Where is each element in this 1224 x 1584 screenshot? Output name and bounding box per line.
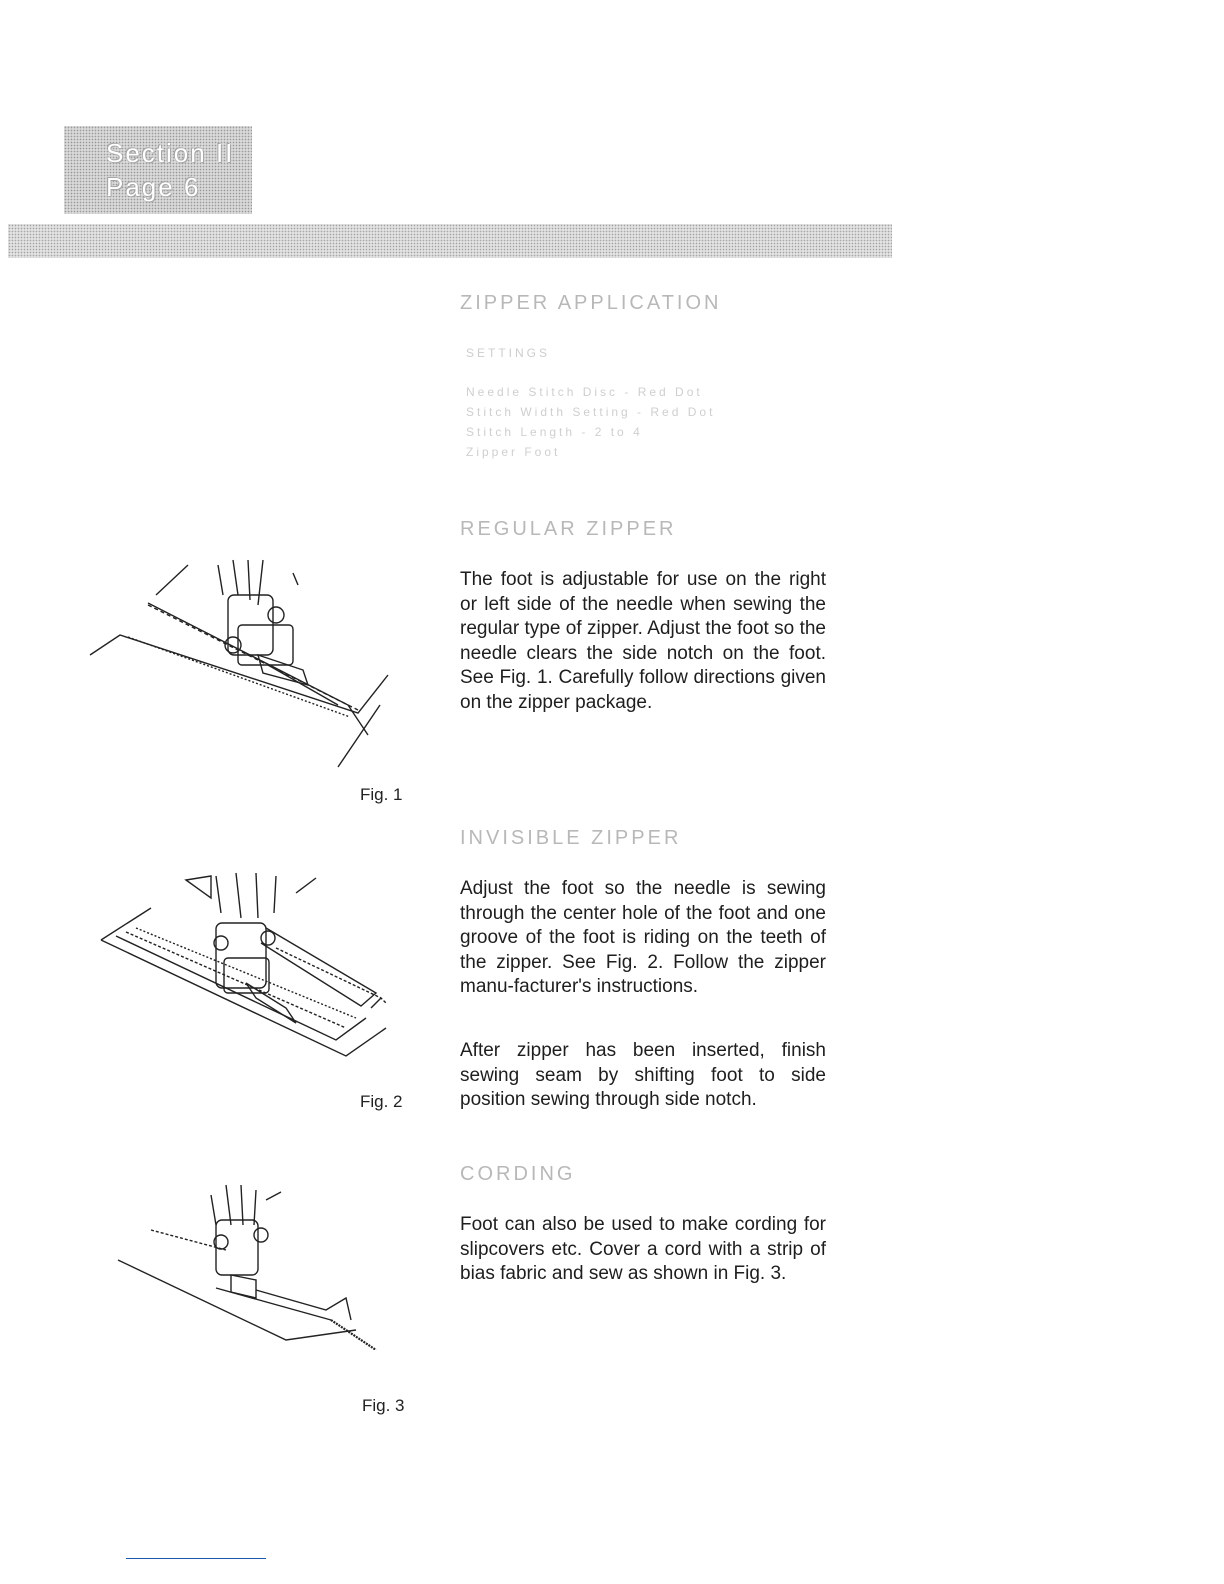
figure-3-illustration — [116, 1180, 386, 1350]
invisible-zipper-text-2: After zipper has been inserted, finish sewing seam by shifting foot to side position sewing through side notch. — [460, 1040, 826, 1110]
page-label: Page 6 — [106, 172, 201, 202]
regular-zipper-heading: REGULAR ZIPPER — [460, 518, 677, 540]
regular-zipper-text: The foot is adjustable for use on the right or left side of the needle when sewing the regular type of zipper. Adjust the foot so the needle clears the side notch on the foot. See Fig. 1. Carefully follow directions given on the zipper package. — [460, 569, 826, 713]
settings-item: Stitch Width Setting - Red Dot — [466, 405, 716, 419]
footer-rule — [126, 1558, 266, 1559]
section-label: Section II — [106, 138, 235, 168]
figure-1-illustration — [88, 555, 408, 780]
figure-2-label: Fig. 2 — [360, 1092, 403, 1111]
page-title: ZIPPER APPLICATION — [460, 292, 722, 314]
cording-text: Foot can also be used to make cording for slipcovers etc. Cover a cord with a strip of bias fabric and sew as shown in Fig. 3. — [460, 1214, 826, 1284]
section-page-tab — [64, 126, 252, 214]
settings-heading: SETTINGS — [466, 346, 551, 360]
settings-item: Stitch Length - 2 to 4 — [466, 425, 643, 439]
settings-item: Zipper Foot — [466, 445, 561, 459]
header-band — [8, 224, 892, 258]
invisible-zipper-text-1: Adjust the foot so the needle is sewing through the center hole of the foot and one groove of the foot is riding on the teeth of the zipper. See Fig. 2. Follow the zipper manu-facturer's instructions. — [460, 878, 826, 997]
invisible-zipper-heading: INVISIBLE ZIPPER — [460, 827, 682, 849]
figure-3-label: Fig. 3 — [362, 1396, 405, 1415]
settings-item: Needle Stitch Disc - Red Dot — [466, 385, 703, 399]
figure-1-label: Fig. 1 — [360, 785, 403, 804]
settings-list — [466, 382, 715, 462]
figure-2-illustration — [96, 868, 416, 1060]
cording-heading: CORDING — [460, 1163, 576, 1185]
